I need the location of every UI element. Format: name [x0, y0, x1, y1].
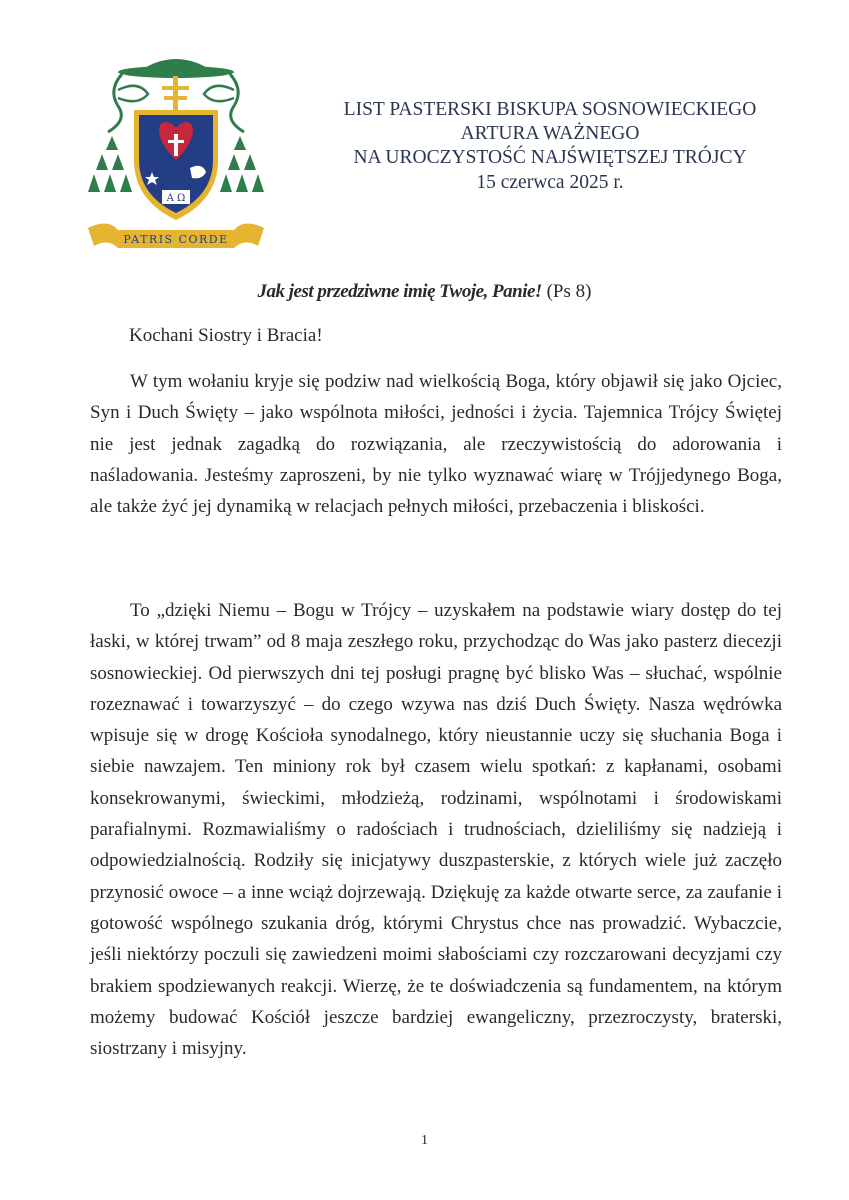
page-number: 1: [421, 1133, 428, 1148]
episcopal-coat-of-arms-icon: [78, 50, 274, 250]
quote-text: Jak jest przedziwne imię Twoje, Panie!: [257, 281, 542, 302]
letter-date: 15 czerwca 2025 r.: [476, 172, 624, 193]
heading-line-2: ARTURA WAŻNEGO: [460, 123, 640, 144]
heading-line-1: LIST PASTERSKI BISKUPA SOSNOWIECKIEGO: [343, 99, 757, 120]
heading-line-3: NA UROCZYSTOŚĆ NAJŚWIĘTSZEJ TRÓJCY: [353, 147, 747, 168]
quote-reference: (Ps 8): [546, 281, 592, 302]
psalm-quote: [0, 281, 849, 303]
letter-heading: [300, 98, 800, 195]
svg-text:A Ω: A Ω: [166, 193, 186, 204]
paragraph-1: W tym wołaniu kryje się podziw nad wielkością Boga, który objawił się jako Ojciec, Syn i Duch Święty – jako wspólnota miłości, jedności i życia. Tajemnica Trójcy Świętej nie jest jednak zagadką do rozwiązania, ale rzeczywistością do adorowania i naśladowania. Jesteśmy zaproszeni, by nie tylko wyznawać wiarę w Trójjedynego Boga, ale także żyć jej dynamiką w relacjach pełnych miłości, przebaczenia i bliskości.: [90, 371, 782, 518]
greeting: Kochani Siostry i Bracia!: [129, 325, 323, 346]
paragraph-2: To „dzięki Niemu – Bogu w Trójcy – uzyskałem na podstawie wiary dostęp do tej łaski, w której trwam” od 8 maja zeszłego roku, przychodząc do Was jako pasterz diecezji sosnowieckiej. Od pierwszych dni tej posługi pragnę być blisko Was – słuchać, wspólnie rozeznawać i towarzyszyć – do czego wzywa nas dziś Duch Święty. Nasza wędrówka wpisuje się w drogę Kościoła synodalnego, który nieustannie uczy się słuchania Boga i siebie nawzajem. Ten miniony rok był czasem wielu spotkań: z kapłanami, osobami konsekrowanymi, świeckimi, młodzieżą, rodzinami, wspólnotami i środowiskami parafialnymi. Rozmawialiśmy o radościach i trudnościach, dzieliliśmy się nadzieją i odpowiedzialnością. Rodziły się inicjatywy duszpasterskie, z których wiele już zaczęło przynosić owoce – a inne wciąż dojrzewają. Dziękuję za każde otwarte serce, za zaufanie i gotowość wspólnego szukania dróg, którymi Chrystus chce nas prowadzić. Wybaczcie, jeśli niektórzy poczuli się zawiedzeni moimi słabościami czy rozczarowani decyzjami czy brakiem spodziewanych reakcji. Wierzę, że te doświadczenia są fundamentem, na którym możemy budować Kościół jeszcze bardziej ewangeliczny, przezroczysty, braterski, siostrzany i misyjny.: [90, 600, 782, 1060]
svg-text:PATRIS CORDE: PATRIS CORDE: [123, 233, 229, 246]
